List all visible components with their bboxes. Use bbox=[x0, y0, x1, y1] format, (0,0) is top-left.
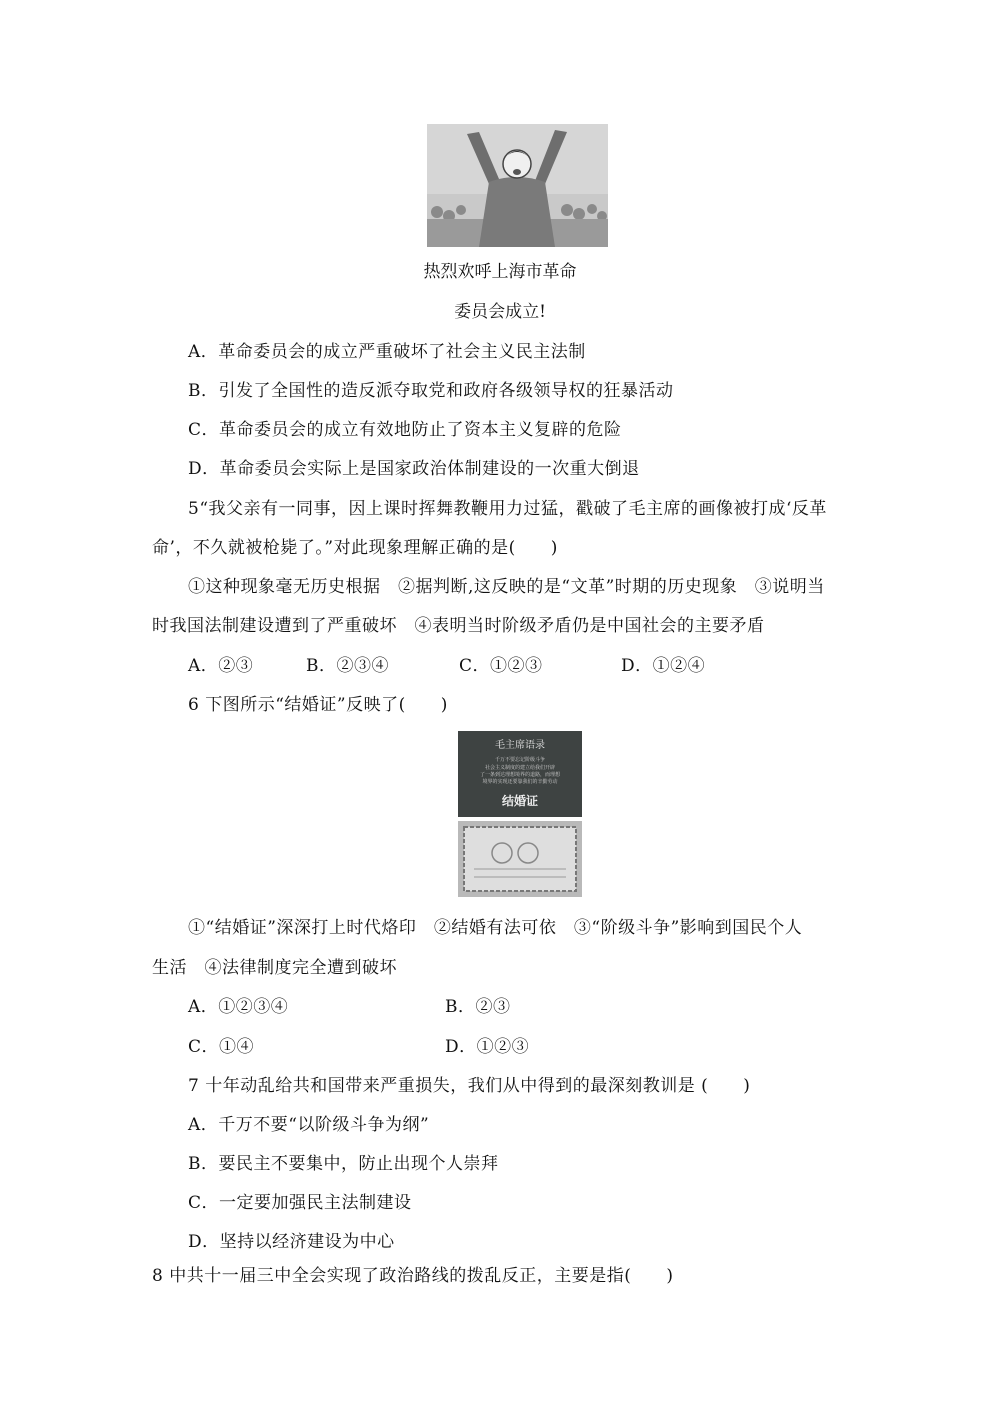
q5-stem-line2: 命’，不久就被枪毙了。”对此现象理解正确的是( ) bbox=[152, 538, 558, 558]
poster-image bbox=[427, 124, 608, 247]
q5-stem-line1: 5“我父亲有一同事，因上课时挥舞教鞭用力过猛，戳破了毛主席的画像被打成‘反革 bbox=[188, 499, 827, 519]
cert-quote-1: 千万不要忘记阶级斗争 bbox=[494, 757, 546, 763]
q4-option-d: D．革命委员会实际上是国家政治体制建设的一次重大倒退 bbox=[188, 459, 640, 479]
q6-items-line2: 生活 ④法律制度完全遭到破坏 bbox=[152, 958, 397, 978]
q7-option-b: B．要民主不要集中，防止出现个人崇拜 bbox=[188, 1154, 499, 1174]
cert-quote-3: 了一条到达理想境界的道路，而理想 bbox=[479, 772, 561, 778]
q5-option-c: C．①②③ bbox=[459, 656, 543, 676]
figure-caption-line1: 热烈欢呼上海市革命 bbox=[423, 262, 577, 282]
q7-option-d: D．坚持以经济建设为中心 bbox=[188, 1232, 395, 1252]
q4-option-a: A．革命委员会的成立严重破坏了社会主义民主法制 bbox=[188, 342, 586, 362]
q5-option-a: A．②③ bbox=[188, 656, 254, 676]
cert-quote-2: 社会主义制度的建立给我们开辟 bbox=[484, 765, 556, 771]
cert-title: 毛主席语录 bbox=[495, 740, 545, 751]
q6-option-d: D．①②③ bbox=[445, 1037, 530, 1057]
q5-items-line2: 时我国法制建设遭到了严重破坏 ④表明当时阶级矛盾仍是中国社会的主要矛盾 bbox=[152, 616, 765, 636]
q5-items-line1: ①这种现象毫无历史根据 ②据判断,这反映的是“文革”时期的历史现象 ③说明当 bbox=[188, 577, 825, 597]
q7-option-c: C．一定要加强民主法制建设 bbox=[188, 1193, 412, 1213]
q5-option-d: D．①②④ bbox=[621, 656, 706, 676]
cert-quote-4: 境界的实现还要靠我们的辛勤劳动 bbox=[482, 779, 558, 785]
q6-option-c: C．①④ bbox=[188, 1037, 255, 1057]
q6-option-b: B．②③ bbox=[445, 997, 511, 1017]
q6-stem: 6 下图所示“结婚证”反映了( ) bbox=[188, 695, 448, 715]
q7-stem: 7 十年动乱给共和国带来严重损失，我们从中得到的最深刻教训是 ( ) bbox=[188, 1076, 751, 1096]
q4-option-b: B．引发了全国性的造反派夺取党和政府各级领导权的狂暴活动 bbox=[188, 381, 674, 401]
q7-option-a: A．千万不要“以阶级斗争为纲” bbox=[188, 1115, 430, 1135]
q8-stem: 8 中共十一届三中全会实现了政治路线的拨乱反正，主要是指( ) bbox=[152, 1266, 674, 1286]
q5-option-b: B．②③④ bbox=[306, 656, 389, 676]
q4-option-c: C．革命委员会的成立有效地防止了资本主义复辟的危险 bbox=[188, 420, 622, 440]
marriage-certificate-image bbox=[458, 731, 582, 897]
q6-option-a: A．①②③④ bbox=[188, 997, 289, 1017]
figure-caption-line2: 委员会成立! bbox=[454, 302, 546, 322]
cert-name: 结婚证 bbox=[501, 794, 539, 808]
q6-items-line1: ①“结婚证”深深打上时代烙印 ②结婚有法可依 ③“阶级斗争”影响到国民个人 bbox=[188, 918, 803, 938]
